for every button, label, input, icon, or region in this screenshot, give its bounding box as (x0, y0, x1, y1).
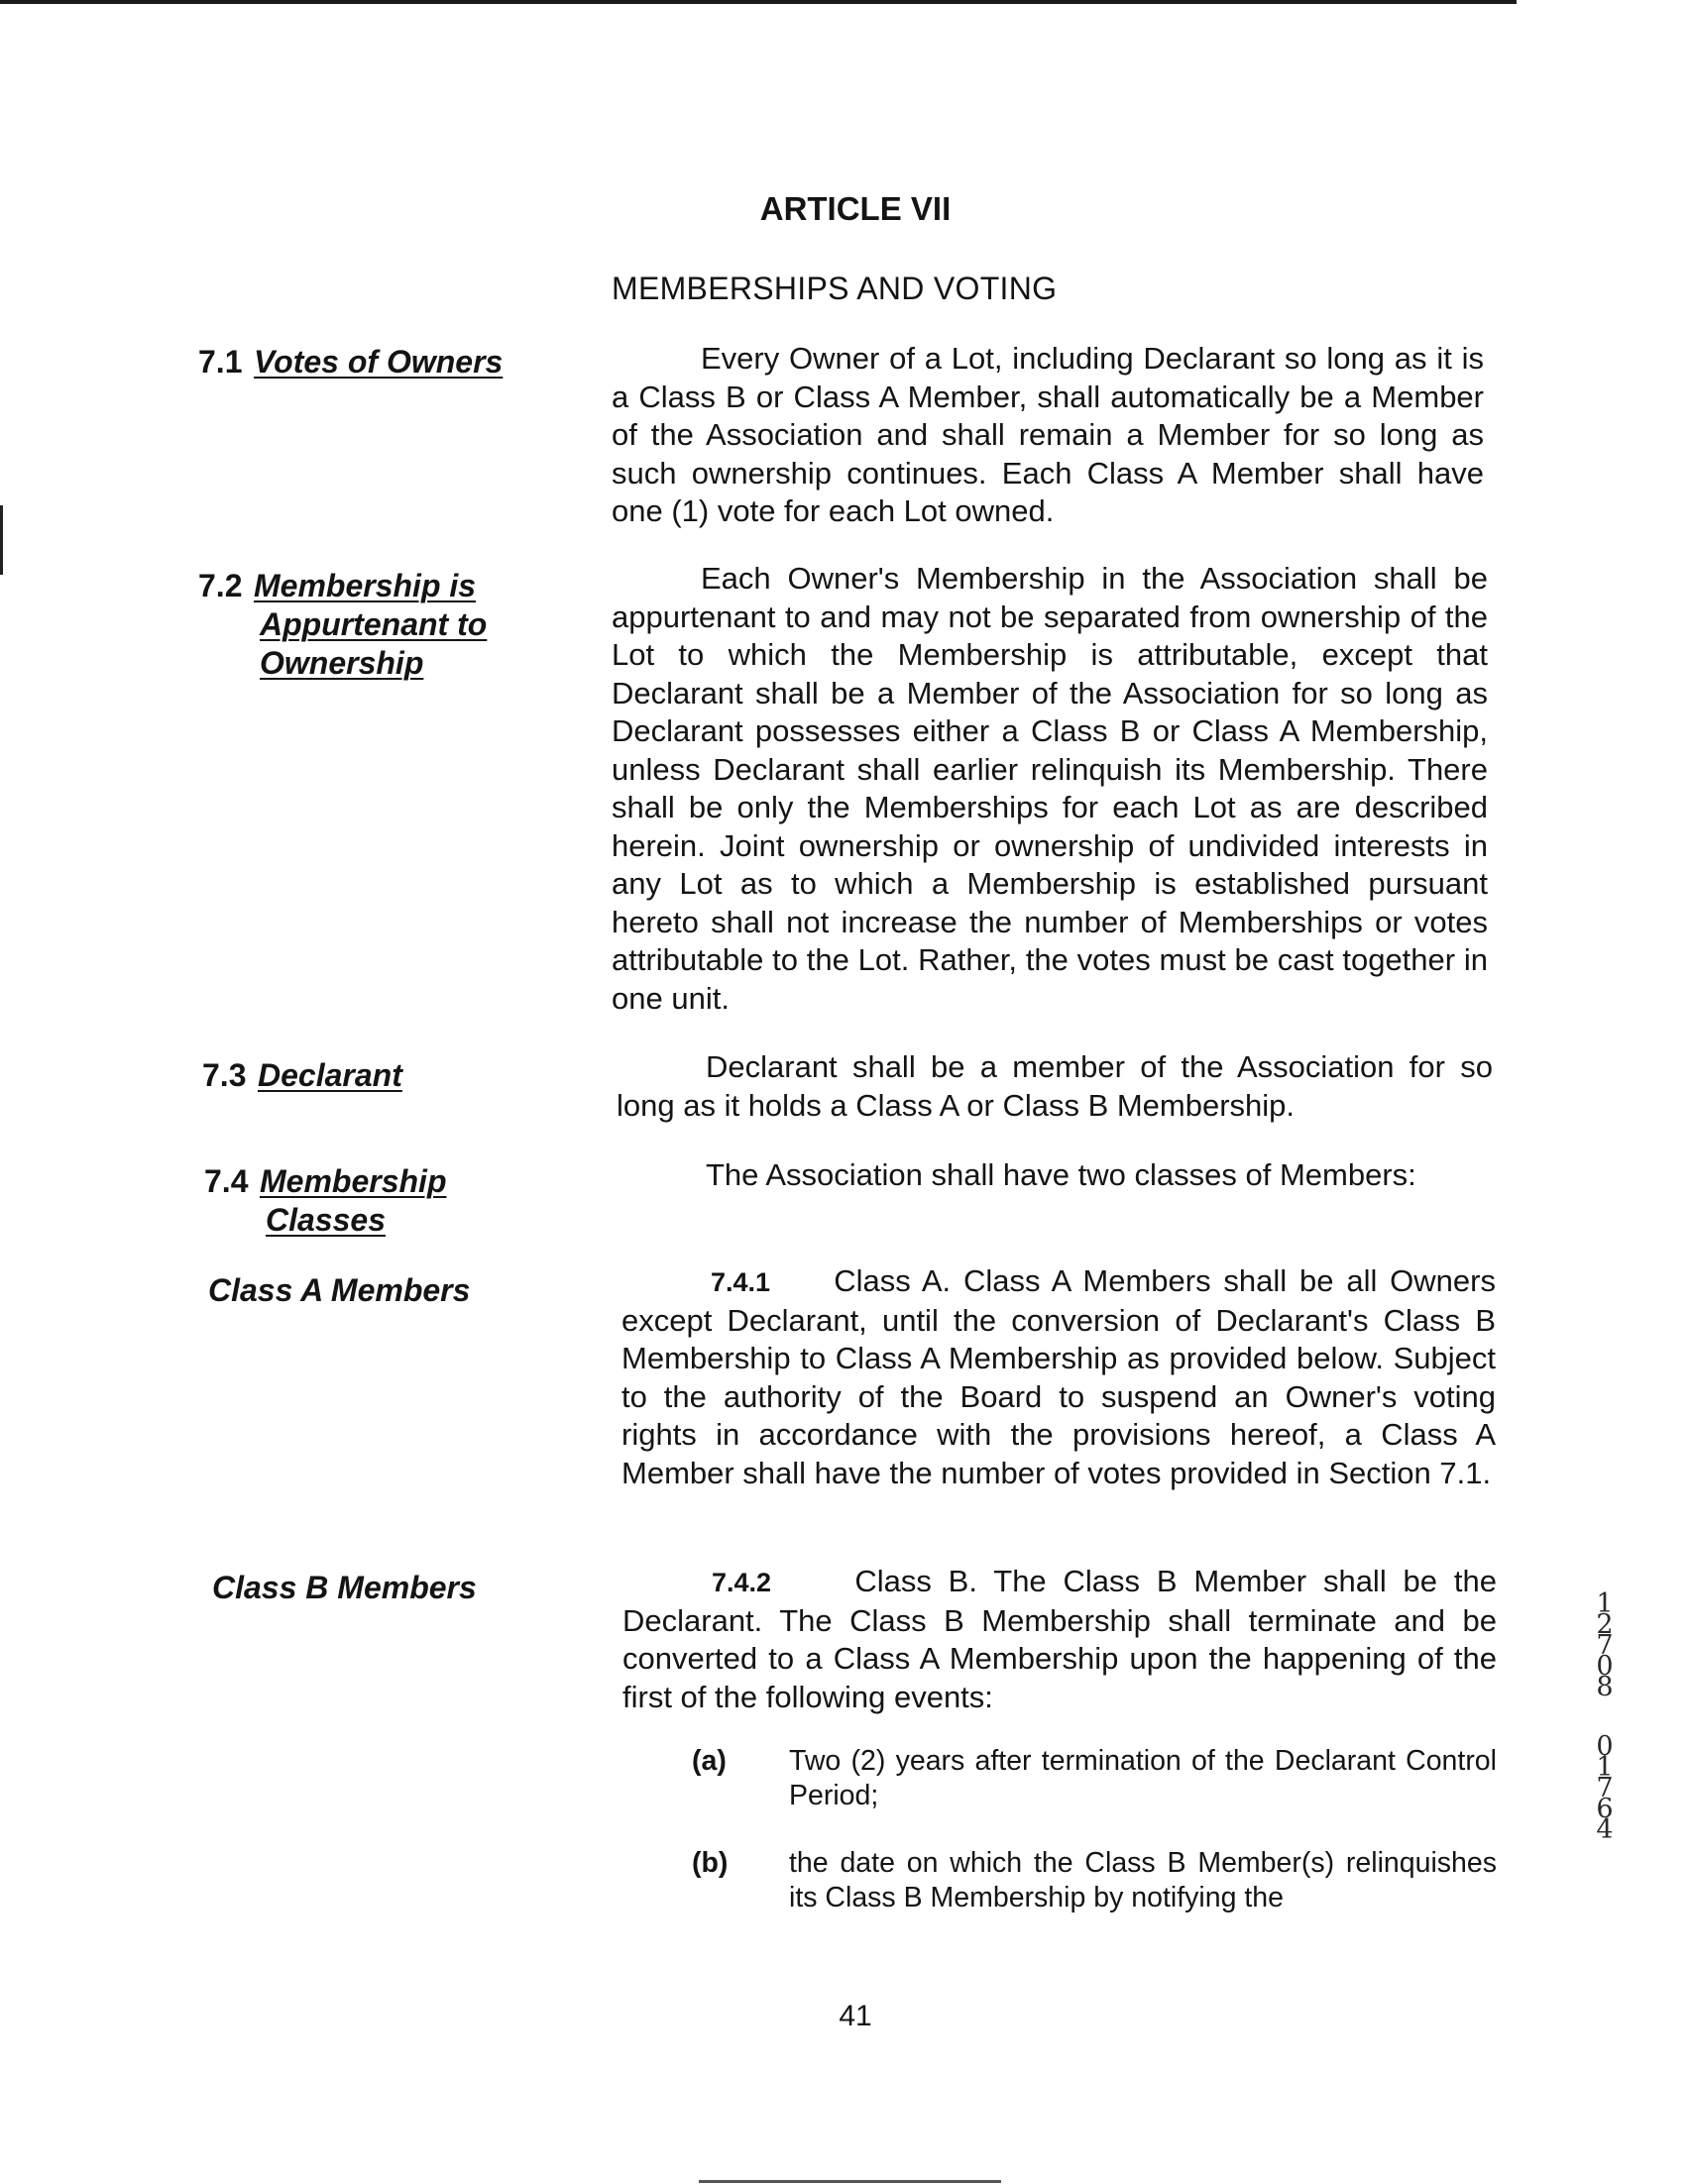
top-border-line (0, 0, 1517, 4)
section-title-line-3: Ownership (260, 645, 424, 681)
item-label: (b) (692, 1847, 729, 1879)
section-number: 7.1 (198, 344, 243, 380)
subsection-number: 7.4.2 (712, 1568, 772, 1597)
section-text: Class B. The Class B Member shall be the Declarant. The Class B Membership shall terminate and be converted to a Class A Membership upon the happening of the first of the following events: (622, 1564, 1497, 1714)
item-text: the date on which the Class B Member(s) relinquishes its Class B Membership by notifying the (789, 1847, 1497, 1913)
section-text: Class A. Class A Members shall be all Owners except Declarant, until the conversion of Declarant's Class B Membership to Class A Membership as provided below. Subject to the authority of the Board to suspend an Owner's voting rights in accordance with the provisions hereof, a Class A Member shall have the number of votes provided in Section 7.1. (621, 1263, 1496, 1490)
section-title-line-2: Classes (266, 1202, 386, 1238)
item-text: Two (2) years after termination of the Declarant Control Period; (789, 1745, 1497, 1811)
section-text: Every Owner of a Lot, including Declarant so long as it is a Class B or Class A Member, shall automatically be a Member of the Association and shall remain a Member for so long as such ownership continues. Each Class A Member shall have one (1) vote for each Lot owned. (612, 341, 1484, 528)
article-title: ARTICLE VII (759, 190, 952, 227)
section-7-4-2-body (622, 1563, 1497, 1716)
section-title: Declarant (258, 1057, 402, 1093)
page-number: 41 (839, 2000, 872, 2032)
section-number: 7.3 (202, 1057, 247, 1093)
article-subtitle: MEMBERSHIPS AND VOTING (612, 271, 1058, 306)
class-a-members-heading (208, 1271, 470, 1310)
subsection-title: Class B Members (212, 1570, 477, 1605)
bottom-scan-line (699, 2180, 1001, 2183)
section-7-2-body (612, 560, 1488, 1018)
left-scan-mark (0, 505, 3, 575)
class-b-members-heading (212, 1569, 477, 1607)
side-stamp-upper: 12708 (1596, 1588, 1614, 1702)
section-number: 7.4 (204, 1163, 249, 1199)
item-label: (a) (692, 1745, 727, 1777)
section-7-3-body (617, 1048, 1493, 1125)
list-item (692, 1744, 1505, 1823)
list-item (692, 1846, 1505, 1925)
section-7-3-heading (202, 1056, 402, 1095)
section-number: 7.2 (198, 568, 243, 603)
section-7-4-heading (204, 1162, 446, 1240)
section-text: Declarant shall be a member of the Association for so long as it holds a Class A or Class B Membership. (617, 1049, 1493, 1123)
section-title-line-1: Membership (260, 1163, 447, 1199)
section-7-4-body (617, 1156, 1493, 1195)
section-text: Each Owner's Membership in the Association shall be appurtenant to and may not be separated from ownership of the Lot to which the Membership is attributable, except that Declarant shall be a Member of the Association for so long as Declarant possesses either a Class B or Class A Membership, unless Declarant shall earlier relinquish its Membership. There shall be only the Memberships for each Lot as are described herein. Joint ownership or ownership of undivided interests in any Lot as to which a Membership is established pursuant hereto shall not increase the number of Memberships or votes attributable to the Lot. Rather, the votes must be cast together in one unit. (612, 561, 1488, 1016)
side-stamp-lower: 01764 (1596, 1731, 1614, 1845)
subsection-title: Class A Members (208, 1272, 471, 1308)
section-7-1-heading (198, 343, 503, 382)
subsection-number: 7.4.1 (711, 1267, 771, 1297)
section-7-1-body (612, 340, 1484, 531)
section-title: Votes of Owners (254, 344, 504, 380)
section-text: The Association shall have two classes of Members: (706, 1157, 1416, 1192)
section-7-4-1-body (621, 1262, 1496, 1492)
section-7-2-heading (198, 567, 487, 683)
section-title-line-1: Membership is (254, 568, 477, 603)
section-title-line-2: Appurtenant to (260, 606, 488, 642)
